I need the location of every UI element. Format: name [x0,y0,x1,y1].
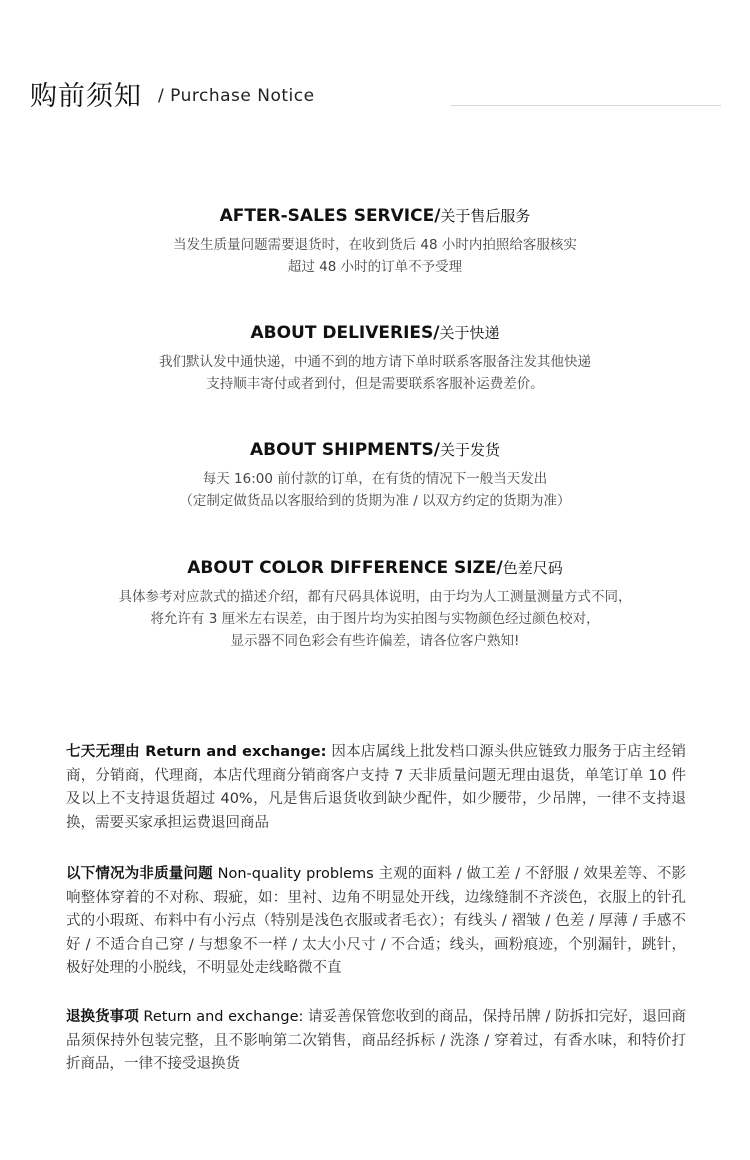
section-title-cn: 色差尺码 [502,559,563,577]
purchase-notice-header [30,74,720,114]
policy-label-en: Non-quality problems [212,866,374,882]
after-sales-section [0,205,750,278]
section-title [0,205,750,227]
header-title-cn: 购前须知 [30,81,142,112]
section-title-en: ABOUT SHIPMENTS/ [250,440,440,460]
section-line: （定制定做货品以客服给到的货期为准 / 以双方约定的货期为准） [179,493,571,509]
section-title-en: ABOUT DELIVERIES/ [250,323,440,343]
section-title [0,439,750,461]
section-title-en: AFTER-SALES SERVICE/ [219,206,441,226]
section-title-cn: 关于发货 [439,441,500,459]
section-title [0,322,750,344]
section-line: 具体参考对应款式的描述介绍，都有尺码具体说明，由于均为人工测量测量方式不同， [118,589,632,605]
policy-text: 主观的面料 / 做工差 / 不舒服 / 效果差等、不影响整体穿着的不对称、瑕疵，如：里衬、边角不明显处开线，边缘缝制不齐淡色，衣服上的针孔式的小瑕斑、布料中有小污点（特别是浅色衣服或者毛衣）；有线头 / 褶皱 / 色差 / 厚薄 / 手感不好 / 不适合自己穿 / 与想象不一样 / 太大小尺寸 / 不合适；线头，画粉痕迹，个别漏针，跳针，极好处理的小脱线，不明显处走线略微不直 [66,866,687,976]
color-size-section [0,557,750,652]
policy-text: 因本店属线上批发档口源头供应链致力服务于店主经销商，分销商，代理商，本店代理商分销商客户支持 7 天非质量问题无理由退货，单笔订单 10 件及以上不支持退货超过 40%，凡是售后退货收到缺少配件，如少腰带，少吊牌，一律不支持退换，需要买家承担运费退回商品 [66,744,687,831]
seven-day-return-policy [66,741,686,835]
section-title-cn: 关于售后服务 [440,207,531,225]
section-line: 将允许有 3 厘米左右误差，由于图片均为实拍图与实物颜色经过颜色校对， [150,611,600,627]
section-title-cn: 关于快递 [439,324,500,342]
section-title-en: ABOUT COLOR DIFFERENCE SIZE/ [187,558,503,578]
header-title-en: / Purchase Notice [158,86,315,106]
section-line: 我们默认发中通快递，中通不到的地方请下单时联系客服备注发其他快递 [159,354,591,370]
shipments-section [0,439,750,512]
return-exchange-notes-policy [66,1006,686,1077]
policy-label-en: Return and exchange: [138,1009,304,1025]
section-line: 显示器不同色彩会有些许偏差，请各位客户熟知! [230,633,520,649]
section-line: 支持顺丰寄付或者到付，但是需要联系客服补运费差价。 [206,376,544,392]
section-title [0,557,750,579]
non-quality-problems-policy [66,863,686,981]
section-line: 每天 16:00 前付款的订单，在有货的情况下一般当天发出 [202,471,548,487]
policy-text: 请妥善保管您收到的商品，保持吊牌 / 防拆扣完好，退回商品须保持外包装完整，且不影响第二次销售，商品经拆标 / 洗涤 / 穿着过，有香水味，和特价打折商品，一律不接受退换货 [66,1009,686,1072]
section-line: 超过 48 小时的订单不予受理 [287,259,463,275]
policy-label: 七天无理由 Return and exchange: [66,744,327,760]
section-line: 当发生质量问题需要退货时，在收到货后 48 小时内拍照给客服核实 [173,237,577,253]
policy-label: 以下情况为非质量问题 [66,866,213,882]
deliveries-section [0,322,750,395]
header-divider [451,105,721,106]
policy-label: 退换货事项 [66,1009,139,1025]
